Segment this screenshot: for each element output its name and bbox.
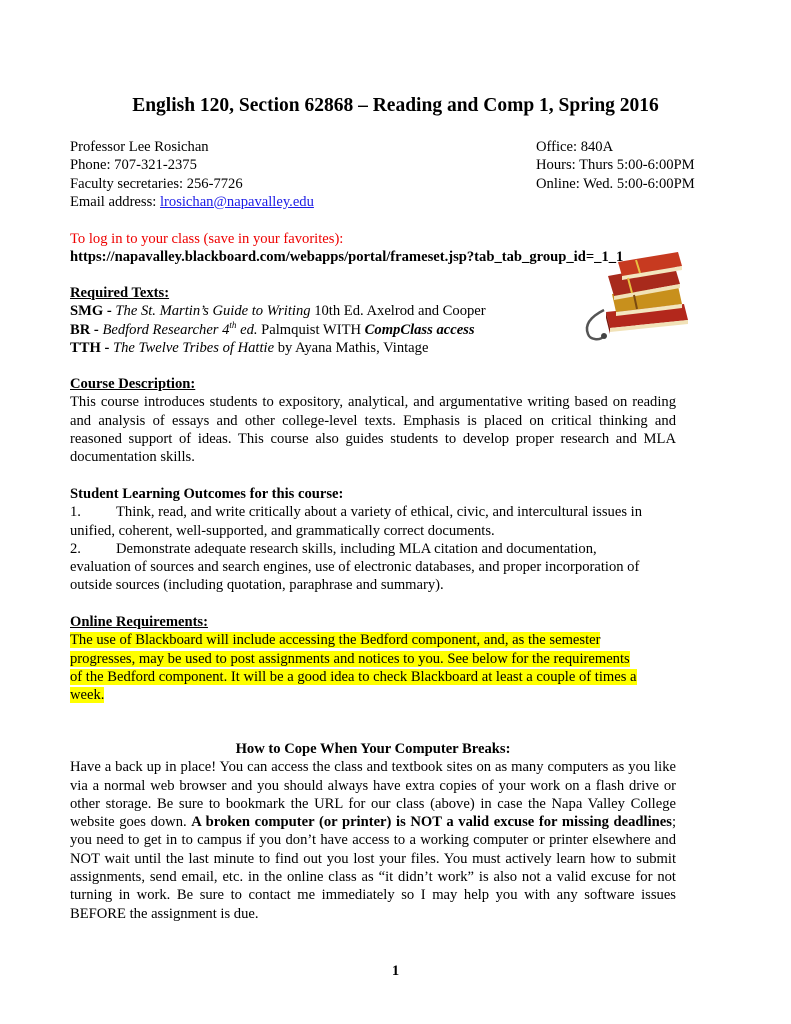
office: Office: 840A bbox=[536, 139, 614, 155]
page-number: 1 bbox=[391, 963, 400, 979]
course-description bbox=[70, 375, 676, 466]
text-br: BR - Bedford Researcher 4th ed. Palmquist WITH CompClass access bbox=[70, 319, 475, 338]
online-requirements-line: progresses, may be used to post assignments and notices to you. See below for the requirements bbox=[70, 650, 630, 667]
course-description-body: This course introduces students to expository, analytical, and argumentative writing based on reading and analysis of essays and other college-level texts. Emphasis is placed on critical thinking and reasoned support of ideas. This course also guides students to develop proper research and MLA documentation skills. bbox=[70, 394, 676, 466]
outcome-item: 2. Demonstrate adequate research skills, including MLA citation and documentation, evaluation of sources and search engines, use of electronic databases, and proper incorporation of outside sources (including quotation, paraphrase and summary). bbox=[70, 540, 640, 594]
text-smg: SMG - The St. Martin’s Guide to Writing 10th Ed. Axelrod and Cooper bbox=[70, 303, 486, 320]
required-texts bbox=[70, 284, 676, 357]
online-requirements-line: week. bbox=[70, 687, 105, 704]
phone: Phone: 707-321-2375 bbox=[70, 157, 197, 174]
office-info bbox=[536, 138, 695, 193]
page-title: English 120, Section 62868 – Reading and Comp 1, Spring 2016 bbox=[132, 95, 659, 116]
learning-outcomes bbox=[70, 485, 676, 595]
office-hours: Hours: Thurs 5:00-6:00PM bbox=[536, 157, 695, 174]
online-requirements bbox=[70, 613, 676, 704]
text-tth: TTH - The Twelve Tribes of Hattie by Ayana Mathis, Vintage bbox=[70, 339, 429, 356]
cope-body: Have a back up in place! You can access the class and textbook sites on as many computers as you like via a normal web browser and you should always have extra copies of your work on a flash drive or other storage. Be sure to bookmark the URL for our class (above) in case the Napa Valley College website goes down. A broken computer (or printer) is NOT a valid excuse for missing deadlines; you need to get in to campus if you don’t have access to a working computer or printer elsewhere and NOT wait until the last minute to find out you lost your files. You must actively learn how to submit assignments, send email, etc. in the online class as “it didn’t work” is also not a valid excuse for not turning in work. Be sure to contact me immediately so I may help you with any software issues BEFORE the assignment is due. bbox=[70, 759, 676, 922]
faculty-secretaries: Faculty secretaries: 256-7726 bbox=[70, 175, 243, 192]
outcome-item: 1. Think, read, and write critically about a variety of ethical, civic, and intercultural issues in unified, coherent, well-supported, and grammatically correct documents. bbox=[70, 504, 642, 539]
online-requirements-line: The use of Blackboard will include accessing the Bedford component, and, as the semester bbox=[70, 632, 601, 649]
learning-outcomes-heading: Student Learning Outcomes for this course: bbox=[70, 486, 344, 502]
email-link[interactable]: lrosichan@napavalley.edu bbox=[159, 193, 314, 210]
login-url[interactable]: https://napavalley.blackboard.com/webapps/portal/frameset.jsp?tab_tab_group_id=_1_1 bbox=[70, 249, 624, 266]
course-description-heading: Course Description: bbox=[70, 376, 196, 392]
email-row bbox=[70, 193, 314, 211]
professor-name: Professor Lee Rosichan bbox=[70, 139, 209, 155]
cope-heading: How to Cope When Your Computer Breaks: bbox=[235, 741, 511, 757]
required-texts-heading: Required Texts: bbox=[70, 285, 170, 301]
contact-info bbox=[70, 138, 314, 211]
online-hours: Online: Wed. 5:00-6:00PM bbox=[536, 175, 695, 192]
login-instruction: To log in to your class (save in your favorites): bbox=[70, 231, 344, 247]
cope-section bbox=[70, 740, 676, 923]
online-requirements-heading: Online Requirements: bbox=[70, 614, 208, 630]
online-requirements-line: of the Bedford component. It will be a good idea to check Blackboard at least a couple of times a bbox=[70, 668, 637, 685]
email-label: Email address: bbox=[70, 193, 160, 210]
